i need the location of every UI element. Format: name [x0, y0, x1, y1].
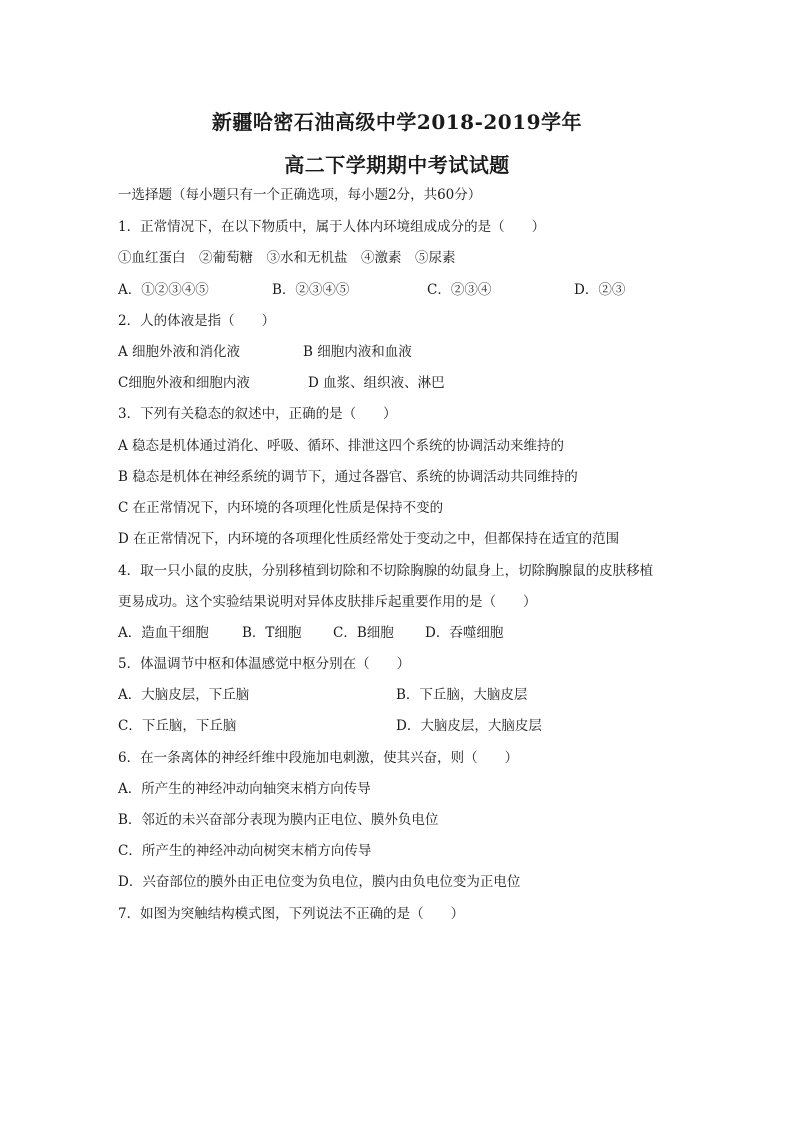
question-2-option-b: B 细胞内液和血液 [303, 344, 412, 360]
question-5-stem: 5．体温调节中枢和体温感觉中枢分别在（ ） [118, 656, 411, 672]
question-2-stem: 2．人的体液是指（ ） [118, 313, 276, 329]
question-4-option-d: D．吞噬细胞 [425, 625, 504, 641]
question-5-option-a: A．大脑皮层，下丘脑 [118, 687, 250, 703]
question-6-option-c: C．所产生的神经冲动向树突末梢方向传导 [118, 843, 372, 859]
question-4-option-c: C．B细胞 [333, 625, 394, 641]
question-1-stem: 1．正常情况下，在以下物质中，属于人体内环境组成成分的是（ ） [118, 219, 546, 235]
page-title-line1: 新疆哈密石油高级中学2018-2019学年 [211, 110, 583, 134]
question-3-option-c: C 在正常情况下，内环境的各项理化性质是保持不变的 [118, 500, 444, 516]
question-4-stem-continued: 更易成功。这个实验结果说明对异体皮肤排斥起重要作用的是（ ） [118, 594, 537, 610]
question-5-option-b: B．下丘脑，大脑皮层 [396, 687, 528, 703]
question-6-option-d: D．兴奋部位的膜外由正电位变为负电位，膜内由负电位变为正电位 [118, 874, 521, 890]
question-6-option-a: A．所产生的神经冲动向轴突末梢方向传导 [118, 781, 371, 797]
question-1-option-c: C．②③④ [427, 282, 492, 298]
question-1-option-d: D．②③ [574, 282, 626, 298]
question-7-stem: 7．如图为突触结构模式图，下列说法不正确的是（ ） [118, 906, 465, 922]
question-4-stem: 4．取一只小鼠的皮肤，分别移植到切除和不切除胸腺的幼鼠身上，切除胸腺鼠的皮肤移植 [118, 563, 654, 579]
question-2-option-d: D 血浆、组织液、淋巴 [308, 375, 445, 391]
question-3-stem: 3．下列有关稳态的叙述中，正确的是（ ） [118, 406, 397, 422]
page-title-line2: 高二下学期期中考试试题 [284, 153, 510, 177]
question-4-option-b: B．T细胞 [242, 625, 302, 641]
question-1-option-a: A．①②③④⑤ [118, 282, 209, 298]
question-1-option-b: B．②③④⑤ [272, 282, 350, 298]
section-heading: 一选择题（每小题只有一个正确选项，每小题2分，共60分） [118, 187, 482, 203]
question-5-option-d: D．大脑皮层，大脑皮层 [396, 718, 542, 734]
question-6-stem: 6．在一条离体的神经纤维中段施加电刺激，使其兴奋，则（ ） [118, 750, 519, 766]
question-4-option-a: A．造血干细胞 [118, 625, 209, 641]
question-5-option-c: C．下丘脑，下丘脑 [118, 718, 237, 734]
question-3-option-d: D 在正常情况下，内环境的各项理化性质经常处于变动之中，但都保持在适宜的范围 [118, 531, 620, 547]
question-1-items: ①血红蛋白 ②葡萄糖 ③水和无机盐 ④激素 ⑤尿素 [118, 250, 456, 266]
question-3-option-b: B 稳态是机体在神经系统的调节下，通过各器官、系统的协调活动共同维持的 [118, 469, 578, 485]
question-2-option-c: C细胞外液和细胞内液 [118, 375, 250, 391]
question-6-option-b: B．邻近的未兴奋部分表现为膜内正电位、膜外负电位 [118, 812, 439, 828]
question-3-option-a: A 稳态是机体通过消化、呼吸、循环、排泄这四个系统的协调活动来维持的 [118, 438, 565, 454]
question-2-option-a: A 细胞外液和消化液 [118, 344, 241, 360]
